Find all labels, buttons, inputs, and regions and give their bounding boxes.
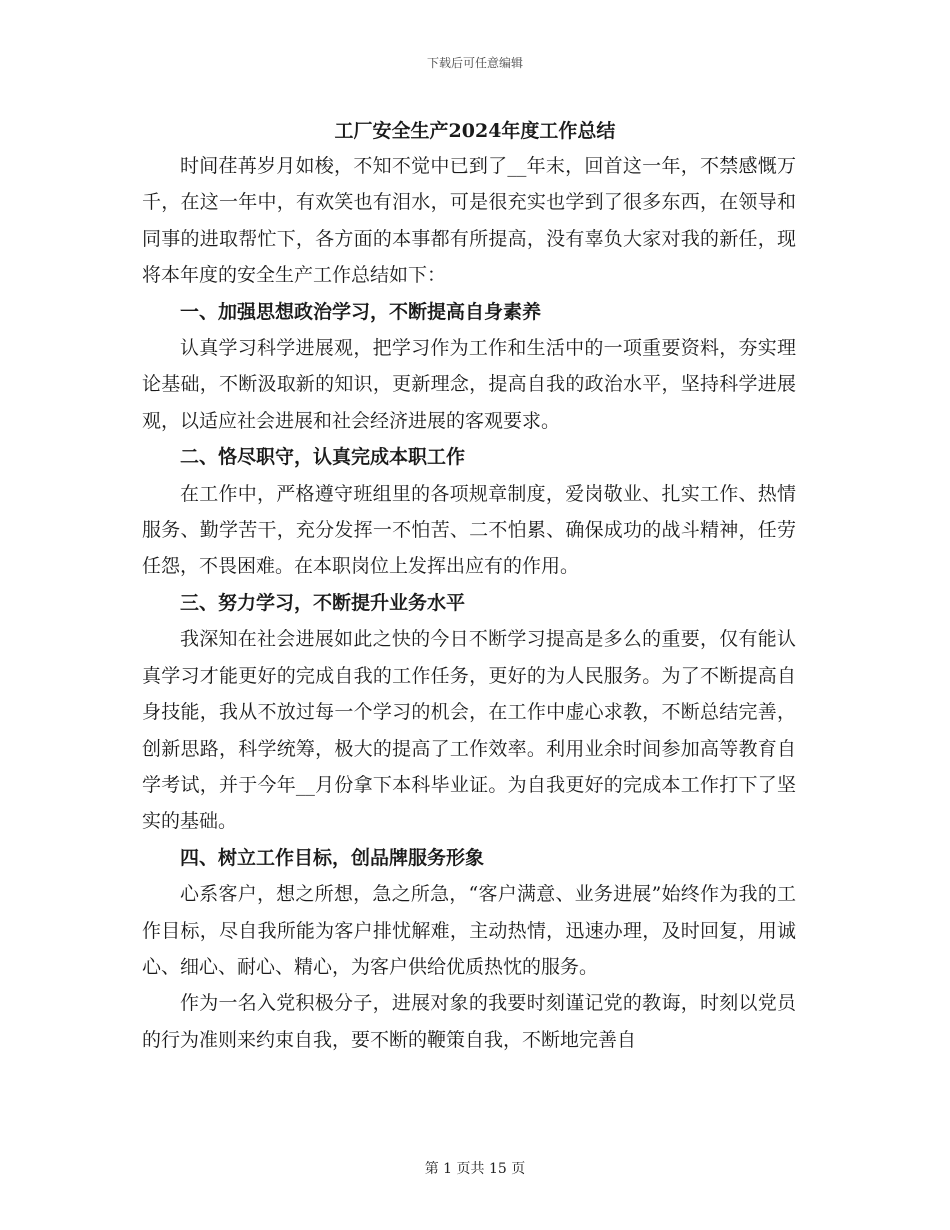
document-title: 工厂安全生产2024年度工作总结	[334, 120, 616, 142]
paragraph-section-1: 认真学习科学进展观，把学习作为工作和生活中的一项重要资料，夯实理论基础，不断汲取新的知识，更新理念，提高自我的政治水平，坚持科学进展观，以适应社会进展和社会经济进展的客观要求。	[142, 337, 796, 432]
paragraph-party-member: 作为一名入党积极分子，进展对象的我要时刻谨记党的教诲，时刻以党员的行为准则来约束自我，要不断的鞭策自我，不断地完善自	[142, 992, 796, 1051]
page-footer: 第 1 页共 15 页	[424, 1161, 526, 1177]
paragraph-section-2: 在工作中，严格遵守班组里的各项规章制度，爱岗敬业、扎实工作、热情服务、勤学苦干，充分发挥一不怕苦、二不怕累、确保成功的战斗精神，任劳任怨，不畏困难。在本职岗位上发挥出应有的作用。	[142, 482, 796, 578]
document-body	[142, 148, 796, 1058]
section-heading-4: 四、树立工作目标，创品牌服务形象	[180, 846, 485, 869]
section-heading-1: 一、加强思想政治学习，不断提高自身素养	[180, 300, 542, 323]
section-heading-2: 二、恪尽职守，认真完成本职工作	[180, 446, 466, 469]
paragraph-intro: 时间荏苒岁月如梭，不知不觉中已到了__年末，回首这一年，不禁感慨万千，在这一年中，有欢笑也有泪水，可是很充实也学到了很多东西，在领导和同事的进取帮忙下，各方面的本事都有所提高，没有辜负大家对我的新任，现将本年度的安全生产工作总结如下：	[142, 155, 796, 287]
paragraph-section-3: 我深知在社会进展如此之快的今日不断学习提高是多么的重要，仅有能认真学习才能更好的完成自我的工作任务，更好的为人民服务。为了不断提高自身技能，我从不放过每一个学习的机会，在工作中虚心求教，不断总结完善，创新思路，科学统筹，极大的提高了工作效率。利用业余时间参加高等教育自学考试，并于今年__月份拿下本科毕业证。为自我更好的完成本工作打下了坚实的基础。	[142, 628, 796, 833]
page-header: 下载后可任意编辑	[426, 56, 523, 70]
paragraph-section-4: 心系客户，想之所想，急之所急，“客户满意、业务进展”始终作为我的工作目标，尽自我所能为客户排忧解难，主动热情，迅速办理，及时回复，用诚心、细心、耐心、精心，为客户供给优质热忱的服务。	[142, 883, 796, 978]
section-heading-3: 三、努力学习，不断提升业务水平	[180, 591, 466, 614]
